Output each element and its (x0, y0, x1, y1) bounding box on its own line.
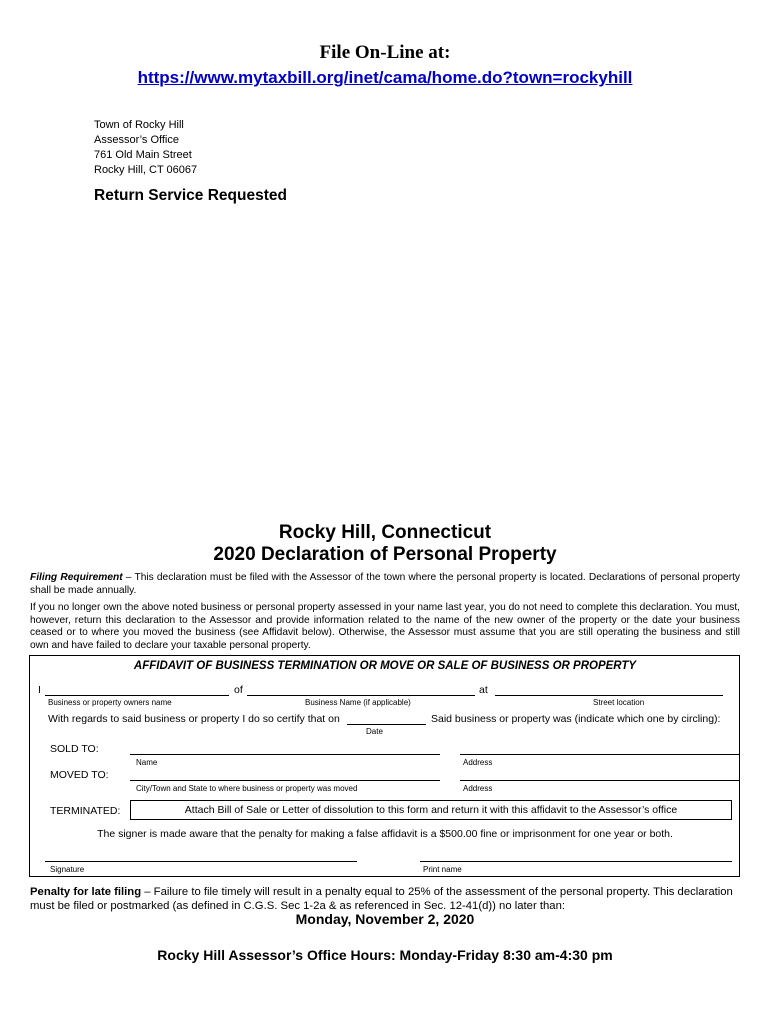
penalty-text: – Failure to file timely will result in a penalty equal to 25% of the assessment of the personal property. This declaration must be filed or postmarked (as defined in C.G.S. Sec 1-2a & as referenced in Sec. 12-41(d)) no later than: (30, 886, 733, 912)
at-label: at (479, 684, 488, 696)
filing-requirement (30, 572, 740, 597)
signature-field[interactable] (45, 861, 357, 862)
name-caption: Name (136, 758, 158, 767)
form-title-declaration: 2020 Declaration of Personal Property (213, 544, 557, 565)
address-line: Town of Rocky Hill (94, 119, 184, 131)
street-location-caption: Street location (593, 698, 645, 707)
signature-caption: Signature (50, 865, 85, 874)
no-longer-own-paragraph: If you no longer own the above noted business or personal property assessed in your name last year, you do not need to complete this declaration. You must, however, return this declaration to the Assessor and provide information related to the name of the new owner of the property or the date your business ceased or to where you moved the business (see Affidavit below). Otherwise, the Assessor must assume that you are still operating the business and still own and have failed to declare your taxable personal property. (30, 602, 740, 651)
i-label: I (38, 684, 41, 696)
filing-requirement-label: Filing Requirement (30, 572, 123, 583)
false-affidavit-notice: The signer is made aware that the penalty for making a false affidavit is a $500.00 fine or imprisonment for one year or both. (97, 828, 673, 840)
online-filing-link[interactable]: https://www.mytaxbill.org/inet/cama/home.do?town=rockyhill (137, 68, 633, 87)
business-name-caption: Business Name (if applicable) (305, 698, 411, 707)
print-name-field[interactable] (420, 861, 732, 862)
form-title-town: Rocky Hill, Connecticut (278, 522, 492, 543)
city-state-caption: City/Town and State to where business or property was moved (136, 784, 358, 793)
certify-text: With regards to said business or property I do so certify that on (48, 713, 340, 725)
terminated-option[interactable]: TERMINATED: (50, 805, 121, 817)
buyer-name-field[interactable] (130, 754, 440, 755)
address-line: 761 Old Main Street (94, 149, 192, 161)
terminated-instructions: Attach Bill of Sale or Letter of dissolution to this form and return it with this affidavit to the Assessor’s office (130, 800, 732, 820)
return-service-requested: Return Service Requested (94, 187, 287, 204)
address-caption-2: Address (463, 784, 493, 793)
sold-to-option[interactable]: SOLD TO: (50, 743, 99, 755)
owner-name-caption: Business or property owners name (48, 698, 172, 707)
circling-instruction: Said business or property was (indicate which one by circling): (431, 713, 721, 725)
address-line: Assessor’s Office (94, 134, 179, 146)
office-hours: Rocky Hill Assessor’s Office Hours: Monday-Friday 8:30 am-4:30 pm (157, 947, 613, 963)
business-name-field[interactable] (247, 695, 475, 696)
filing-deadline: Monday, November 2, 2020 (295, 911, 475, 927)
address-caption: Address (463, 758, 493, 767)
affidavit-title: AFFIDAVIT OF BUSINESS TERMINATION OR MOVE OR SALE OF BUSINESS OR PROPERTY (133, 660, 637, 672)
penalty-label: Penalty for late filing (30, 886, 142, 898)
moved-address-field[interactable] (460, 780, 740, 781)
of-label: of (234, 684, 243, 696)
address-line: Rocky Hill, CT 06067 (94, 164, 198, 176)
late-filing-penalty (30, 885, 740, 913)
date-caption: Date (366, 727, 383, 736)
file-online-heading: File On-Line at: (319, 42, 451, 63)
moved-to-option[interactable]: MOVED TO: (50, 769, 109, 781)
moved-city-field[interactable] (130, 780, 440, 781)
filing-requirement-text: – This declaration must be filed with the Assessor of the town where the personal property is located. Declarations of personal property shall be made annually. (30, 572, 741, 596)
return-address (94, 118, 197, 178)
street-location-field[interactable] (495, 695, 723, 696)
owner-name-field[interactable] (45, 695, 229, 696)
date-field[interactable] (347, 724, 426, 725)
print-name-caption: Print name (423, 865, 462, 874)
buyer-address-field[interactable] (460, 754, 740, 755)
